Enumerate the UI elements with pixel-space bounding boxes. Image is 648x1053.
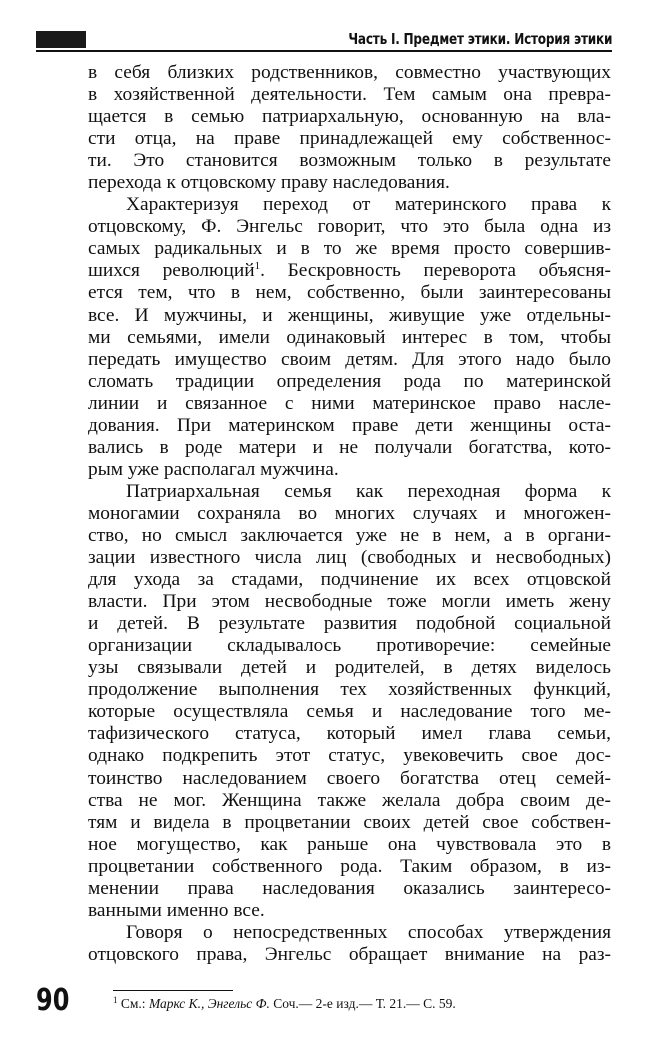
text-line-continuation: . Бескровность переворота объясня- [260, 260, 611, 282]
text-line [88, 481, 611, 503]
text-line [88, 745, 611, 767]
text-line-content: для ухода за стадами, подчинение их всех отцовской [88, 569, 611, 591]
text-line-content: процветании собственного рода. Таким образом, в из- [88, 855, 611, 877]
text-line [88, 371, 611, 393]
text-line-content: в хозяйственной деятельности. Тем самым она превра- [88, 84, 611, 106]
text-line [88, 150, 611, 172]
text-line [88, 922, 611, 944]
text-line-content: тафизического статуса, который имел глава семьи, [88, 723, 611, 745]
text-line [88, 172, 611, 194]
text-line [88, 856, 611, 878]
text-line [88, 701, 611, 723]
text-line [88, 327, 611, 349]
header-rule [36, 50, 612, 52]
text-line-content: моногамии сохраняла во многих случаях и многожен- [88, 502, 611, 524]
text-line [88, 260, 611, 282]
text-line [88, 62, 611, 84]
text-line-content: ства не мог. Женщина также желала добра своим де- [88, 789, 611, 811]
text-line [88, 812, 611, 834]
text-line-content: в себя близких родственников, совместно участвующих [88, 62, 611, 83]
body-text [88, 62, 611, 966]
text-line [88, 305, 611, 327]
text-line-content: щается в семью патриархальную, основанную на вла- [88, 106, 611, 128]
footnote-rule [113, 990, 233, 991]
text-line-content: однако подкрепить этот статус, увековечить свое дос- [88, 745, 611, 767]
footnote-reference: 1 [254, 260, 261, 273]
text-line [88, 525, 611, 547]
footnote [113, 996, 456, 1012]
text-line [88, 216, 611, 238]
header-title: Часть I. Предмет этики. История этики [348, 30, 612, 48]
text-line [88, 415, 611, 437]
text-line [88, 900, 611, 922]
text-line-content: самых радикальных и в то же время просто совершив- [88, 238, 611, 260]
text-line-content: отцовского права, Энгельс обращает внимание на раз- [88, 943, 611, 965]
text-line-content: Говоря о непосредственных способах утверждения [126, 921, 611, 943]
header-black-bar [36, 31, 86, 48]
text-line [88, 282, 611, 304]
text-line-content: все. И мужчины, и женщины, живущие уже отдельны- [88, 304, 611, 326]
text-line [88, 834, 611, 856]
text-line-content: узы связывали детей и родителей, в детях виделось [88, 657, 611, 679]
text-line-content: перехода к отцовскому праву наследования. [88, 172, 450, 194]
text-line [88, 503, 611, 525]
text-line [88, 106, 611, 128]
text-line-content: Патриархальная семья как переходная форма к [126, 480, 611, 502]
text-line [88, 944, 611, 966]
text-line [88, 591, 611, 613]
text-line-content: Характеризуя переход от материнского права к [126, 194, 611, 216]
text-line [88, 569, 611, 591]
text-line-content: ется тем, что в нем, собственно, были заинтересованы [88, 282, 611, 304]
text-line [88, 437, 611, 459]
text-line-content: рым уже располагал мужчина. [88, 458, 339, 480]
footnote-rest: Соч.— 2-е изд.— Т. 21.— С. 59. [269, 996, 456, 1011]
text-line-content: продолжение выполнения тех хозяйственных функций, [88, 679, 611, 701]
text-line-content: которые осуществляла семья и наследование того ме- [88, 701, 611, 723]
text-line-content: менении права наследования оказались заинтересо- [88, 877, 611, 899]
text-line-content: дования. При материнском праве дети женщины оста- [88, 414, 611, 436]
text-line-content: ванными именно все. [88, 899, 265, 921]
text-line [88, 547, 611, 569]
footnote-prefix: См.: [117, 996, 149, 1011]
text-line [88, 613, 611, 635]
running-header [36, 27, 612, 53]
text-line [88, 657, 611, 679]
text-line-content: тоинство наследованием своего богатства отец семей- [88, 767, 611, 789]
text-line-content: вались в роде матери и не получали богатства, кото- [88, 436, 611, 458]
text-line [88, 349, 611, 371]
text-line-content: ное могущество, как раньше она чувствовала это в [88, 833, 611, 855]
text-line-content: ство, но смысл заключается уже не в нем, а в органи- [88, 524, 611, 546]
text-line-content: организации складывалось противоречие: семейные [88, 635, 611, 657]
text-line-content: тям и видела в процветании своих детей свое собствен- [88, 811, 611, 833]
text-line [88, 878, 611, 900]
text-line [88, 84, 611, 106]
text-line-content: власти. При этом несвободные тоже могли иметь жену [88, 591, 611, 613]
text-line [88, 238, 611, 260]
text-line [88, 790, 611, 812]
text-line [88, 723, 611, 745]
text-line-content: ти. Это становится возможным только в результате [88, 150, 611, 172]
text-line-content: зации известного числа лиц (свободных и несвободных) [88, 547, 611, 569]
text-line-content: ми семьями, имели одинаковый интерес в том, чтобы [88, 326, 611, 348]
text-line-content: линии и связанное с ними материнское право насле- [88, 392, 611, 414]
footnote-marker: 1 [113, 995, 118, 1005]
text-line-content: и детей. В результате развития подобной социальной [88, 613, 611, 635]
text-line [88, 635, 611, 657]
footnote-authors: Маркс К., Энгельс Ф. [148, 996, 270, 1011]
text-line-content: отцовскому, Ф. Энгельс говорит, что это была одна из [88, 216, 611, 238]
text-line-content: сти отца, на праве принадлежащей ему собственнос- [88, 128, 611, 150]
page-number: 90 [36, 983, 70, 1018]
text-line [88, 393, 611, 415]
text-line [88, 194, 611, 216]
text-line [88, 679, 611, 701]
text-line [88, 128, 611, 150]
text-line-content: передать имущество своим детям. Для этого надо было [88, 348, 611, 370]
text-line-content: шихся революций [88, 260, 255, 282]
text-line [88, 459, 611, 481]
text-line-content: сломать традиции определения рода по материнской [88, 370, 611, 392]
text-line [88, 768, 611, 790]
